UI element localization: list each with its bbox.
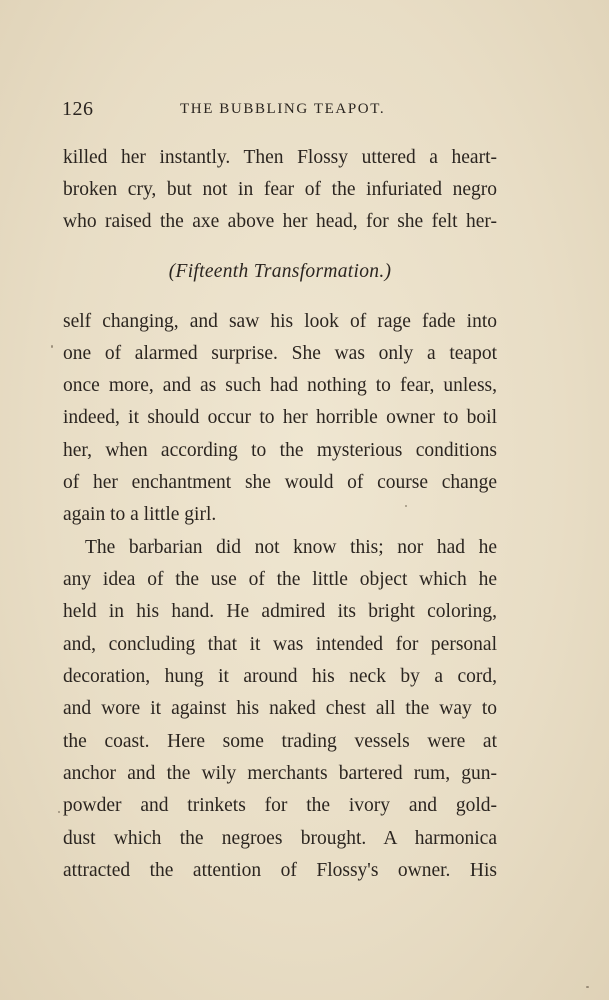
paper-speck xyxy=(586,986,589,988)
text-line: and, concluding that it was intended for personal xyxy=(63,634,497,655)
text-line: her, when according to the mysterious conditions xyxy=(63,440,497,461)
transformation-caption: (Fifteenth Transformation.) xyxy=(168,261,392,282)
text-line: dust which the negroes brought. A harmonica xyxy=(63,828,497,849)
text-line: and wore it against his naked chest all the way to xyxy=(63,698,497,719)
text-line: broken cry, but not in fear of the infuriated negro xyxy=(63,179,497,200)
text-line: one of alarmed surprise. She was only a teapot xyxy=(63,343,497,364)
paper-speck xyxy=(51,345,53,348)
paper-speck xyxy=(58,811,60,813)
text-line: anchor and the wily merchants bartered rum, gun- xyxy=(63,763,497,784)
text-line: indeed, it should occur to her horrible owner to boil xyxy=(63,407,497,428)
paper-speck xyxy=(405,505,407,507)
page-header xyxy=(62,98,498,124)
text-line: The barbarian did not know this; nor had he xyxy=(85,537,497,558)
text-line: the coast. Here some trading vessels were at xyxy=(63,731,497,752)
text-line: again to a little girl. xyxy=(63,504,217,525)
text-line: once more, and as such had nothing to fear, unless, xyxy=(63,375,497,396)
running-title: THE BUBBLING TEAPOT. xyxy=(180,101,386,117)
text-line: killed her instantly. Then Flossy uttered a heart- xyxy=(63,147,497,168)
text-line: self changing, and saw his look of rage fade into xyxy=(63,311,497,332)
text-line: of her enchantment she would of course change xyxy=(63,472,497,493)
page-number: 126 xyxy=(62,98,94,120)
text-line: any idea of the use of the little object which he xyxy=(63,569,497,590)
text-line: powder and trinkets for the ivory and gold- xyxy=(63,795,497,816)
text-line: attracted the attention of Flossy's owner. His xyxy=(63,860,497,881)
text-line: decoration, hung it around his neck by a cord, xyxy=(63,666,497,687)
text-line: who raised the axe above her head, for she felt her- xyxy=(63,211,497,232)
text-line: held in his hand. He admired its bright coloring, xyxy=(63,601,497,622)
